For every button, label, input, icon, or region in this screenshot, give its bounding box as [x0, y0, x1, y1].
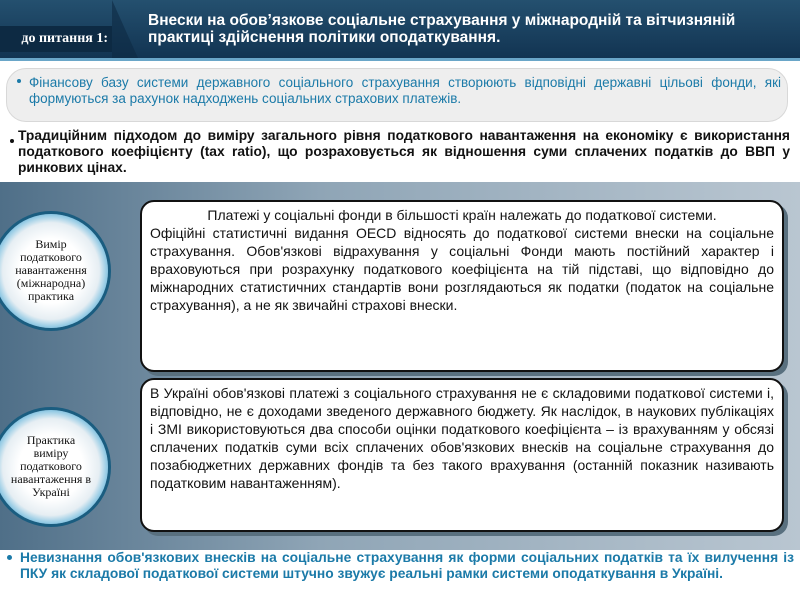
- intro-box: [6, 68, 788, 122]
- conclusion-label: Невизнання обов'язкових внесків на соціальне страхування як форми соціальних податків та їх вилучення із ПКУ як складової податкової системи штучно звужує реальні рамки системи оподаткування в Україні.: [20, 550, 794, 581]
- conclusion-text: [20, 550, 794, 582]
- bullet-icon: [7, 555, 12, 560]
- bullet-icon: [10, 139, 14, 143]
- intro-text: Фінансову базу системи державного соціального страхування створюють відповідні державні цільові фонди, які формуються за рахунок надходжень соціальних страхових платежів.: [29, 75, 781, 106]
- slide-header: [0, 0, 800, 58]
- circle-label: Практика виміру податкового навантаження в Україні: [10, 433, 92, 499]
- card1-body: Офіційні статистичні видання OECD відносять до податкової системи внески на соціальне страхування. Обов'язкові відрахування у соціальні Фонди мають постійний характер і враховуються при розрахунку податкового коефіцієнта на тій підставі, що відповідно до міжнародних статистичних стандартів вони розглядаються як податки (податок на соціальне страхування), а не як звичайні страхові внески.: [150, 225, 774, 313]
- card1-heading: Платежі у соціальні фонди в більшості країн належать до податкової системи.: [207, 207, 717, 223]
- header-rule: [0, 58, 800, 61]
- section-tab: [0, 26, 112, 52]
- international-practice-card: [140, 200, 784, 372]
- section-tab-label: до питання 1:: [21, 31, 108, 46]
- circle-label: Вимір податкового навантаження (міжнародна) практика: [15, 237, 87, 303]
- card2-body: В Україні обов'язкові платежі з соціального страхування не є складовими податкової системи і, відповідно, не є доходами зведеного державного бюджету. Як наслідок, в наукових публікаціях і ЗМІ використовуються два способи оцінки податкового коефіцієнта – із врахуванням у обсязі сплачених податків суми всіх сплачених обов'язкових внесків на соціальне страхування до позабюджетних державних фондів та без такого врахування (останній показник називають податковим навантаженням).: [150, 385, 774, 491]
- ukraine-practice-card: [140, 378, 784, 532]
- bullet-icon: [17, 79, 21, 83]
- tax-ratio-paragraph: Традиційним підходом до виміру загального рівня податкового навантаження на економіку є використання податкового коефіцієнту (tax ratio), що розраховується як відношення суми сплачених податків до ВВП у ринкових цінах.: [18, 128, 790, 175]
- header-divider: [112, 0, 138, 58]
- slide-title: Внески на обов’язкове соціальне страхування у міжнародній та вітчизняній практиці здійснення політики оподаткування.: [148, 12, 736, 46]
